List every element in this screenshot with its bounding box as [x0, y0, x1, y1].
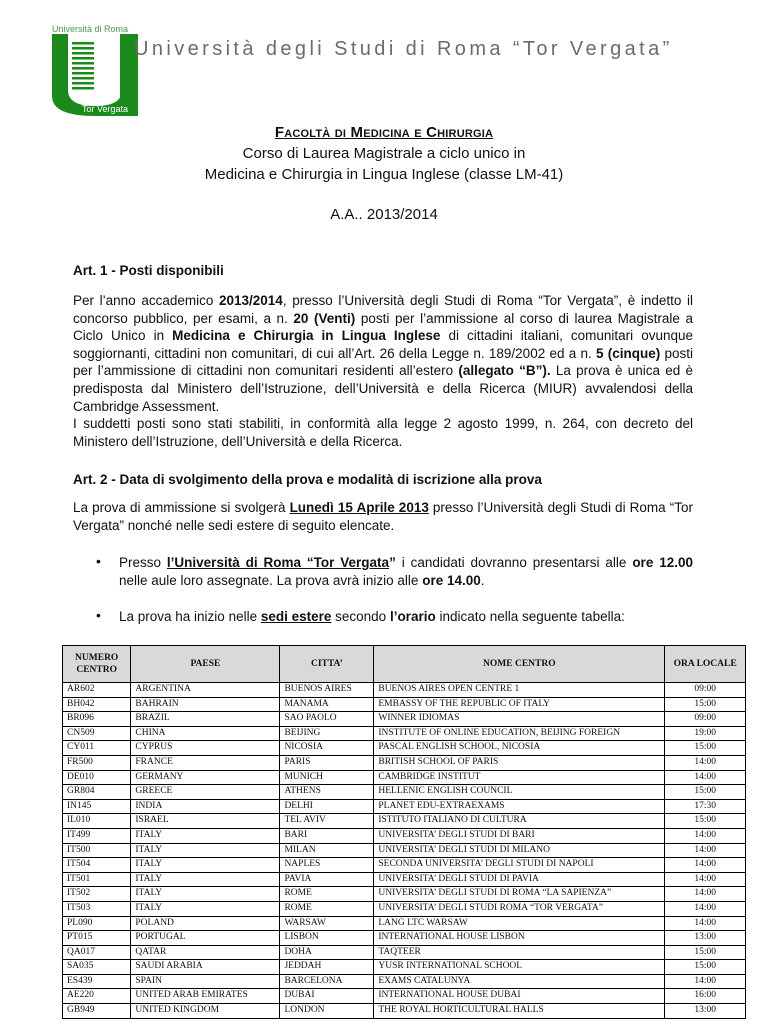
table-row: [63, 974, 746, 989]
cell-ora: 14:00: [665, 828, 746, 843]
table-row: [63, 887, 746, 902]
table-row: [63, 931, 746, 946]
cell-paese: ITALY: [131, 858, 280, 873]
cell-paese: BRAZIL: [131, 712, 280, 727]
table-row: [63, 770, 746, 785]
table-row: [63, 712, 746, 727]
cell-ora: 14:00: [665, 974, 746, 989]
table-row: [63, 916, 746, 931]
academic-year: A.A.. 2013/2014: [330, 206, 438, 223]
cell-ora: 14:00: [665, 901, 746, 916]
art1-paragraph: Per l’anno accademico 2013/2014, presso l’Università degli Studi di Roma “Tor Vergata”, è indetto il concorso pubblico, per esami, a n. 20 (Venti) posti per l’ammissione al corso di laurea Magistrale a Ciclo Unico in Medicina e Chirurgia in Lingua Inglese di cittadini italiani, comunitari ovunque soggiornanti, cittadini non comunitari, di cui all’Art. 26 della Legge n. 189/2002 ed a n. 5 (cinque) posti per l’ammissione di cittadini non comunitari residenti all’estero (allegato “B”). La prova è unica ed è predisposta dal Ministero dell’Istruzione, dell’Università e della Ricerca (MIUR) avvalendosi della Cambridge Assessment. I suddetti posti sono stati stabiliti, in conformità alla legge 2 agosto 1999, n. 264, con decreto del Ministero dell’Istruzione, dell’Università e della Ricerca.: [73, 293, 694, 449]
cell-citta: DUBAI: [280, 989, 374, 1004]
cell-citta: ATHENS: [280, 785, 374, 800]
cell-ora: 09:00: [665, 712, 746, 727]
cell-nome: INSTITUTE OF ONLINE EDUCATION, BEIJING FOREIGN: [374, 726, 665, 741]
cell-numero: AR602: [63, 683, 131, 698]
cell-citta: LISBON: [280, 931, 374, 946]
cell-paese: ISRAEL: [131, 814, 280, 829]
cell-ora: 14:00: [665, 872, 746, 887]
table-row: [63, 785, 746, 800]
cell-numero: FR500: [63, 755, 131, 770]
cell-citta: JEDDAH: [280, 960, 374, 975]
cell-paese: SPAIN: [131, 974, 280, 989]
table-row: [63, 697, 746, 712]
table-row: [63, 843, 746, 858]
cell-paese: ITALY: [131, 872, 280, 887]
cell-citta: BARI: [280, 828, 374, 843]
cell-citta: ROME: [280, 887, 374, 902]
cell-citta: ROME: [280, 901, 374, 916]
cell-citta: BARCELONA: [280, 974, 374, 989]
cell-citta: DELHI: [280, 799, 374, 814]
table-header-row: [63, 646, 746, 683]
cell-paese: PORTUGAL: [131, 931, 280, 946]
university-title: Università degli Studi di Roma “Tor Vergata”: [134, 38, 673, 60]
cell-ora: 16:00: [665, 989, 746, 1004]
cell-paese: CHINA: [131, 726, 280, 741]
cell-citta: WARSAW: [280, 916, 374, 931]
table-row: [63, 901, 746, 916]
table-row: [63, 755, 746, 770]
table-row: [63, 872, 746, 887]
cell-paese: QATAR: [131, 945, 280, 960]
logo-top-text: Università di Roma: [52, 24, 129, 34]
cell-citta: SAO PAOLO: [280, 712, 374, 727]
table-row: [63, 960, 746, 975]
table-row: [63, 858, 746, 873]
cell-numero: CN509: [63, 726, 131, 741]
header-numero-centro: NUMERO CENTRO: [63, 646, 131, 683]
table-row: [63, 741, 746, 756]
cell-numero: BH042: [63, 697, 131, 712]
cell-ora: 17:30: [665, 799, 746, 814]
cell-paese: GERMANY: [131, 770, 280, 785]
university-logo: [52, 24, 138, 116]
cell-paese: GREECE: [131, 785, 280, 800]
cell-paese: UNITED ARAB EMIRATES: [131, 989, 280, 1004]
cell-nome: INTERNATIONAL HOUSE LISBON: [374, 931, 665, 946]
cell-numero: GB949: [63, 1004, 131, 1019]
cell-ora: 14:00: [665, 755, 746, 770]
cell-nome: THE ROYAL HORTICULTURAL HALLS: [374, 1004, 665, 1019]
table-row: [63, 814, 746, 829]
header-nome-centro: NOME CENTRO: [374, 646, 665, 683]
cell-paese: BAHRAIN: [131, 697, 280, 712]
cell-paese: UNITED KINGDOM: [131, 1004, 280, 1019]
cell-citta: MUNICH: [280, 770, 374, 785]
cell-nome: SECONDA UNIVERSITA’ DEGLI STUDI DI NAPOLI: [374, 858, 665, 873]
cell-numero: PL090: [63, 916, 131, 931]
bullet-foreign-sites: La prova ha inizio nelle sedi estere secondo l’orario indicato nella seguente tabella:: [119, 609, 625, 624]
cell-numero: IT503: [63, 901, 131, 916]
cell-nome: BUENOS AIRES OPEN CENTRE 1: [374, 683, 665, 698]
course-title-line2: Medicina e Chirurgia in Lingua Inglese (classe LM-41): [204, 166, 564, 183]
cell-nome: UNIVERSITA’ DEGLI STUDI ROMA “TOR VERGATA”: [374, 901, 665, 916]
cell-numero: ES439: [63, 974, 131, 989]
cell-citta: PAVIA: [280, 872, 374, 887]
exam-centers-table: [62, 645, 746, 1019]
cell-citta: MILAN: [280, 843, 374, 858]
cell-nome: ISTITUTO ITALIANO DI CULTURA: [374, 814, 665, 829]
cell-ora: 13:00: [665, 1004, 746, 1019]
cell-citta: MANAMA: [280, 697, 374, 712]
cell-ora: 15:00: [665, 785, 746, 800]
cell-numero: QA017: [63, 945, 131, 960]
cell-ora: 14:00: [665, 887, 746, 902]
cell-nome: EXAMS CATALUNYA: [374, 974, 665, 989]
header-paese: PAESE: [131, 646, 280, 683]
course-title-line1: Corso di Laurea Magistrale a ciclo unico in: [242, 145, 526, 162]
table-row: [63, 1004, 746, 1019]
table-row: [63, 799, 746, 814]
cell-nome: YUSR INTERNATIONAL SCHOOL: [374, 960, 665, 975]
cell-citta: DOHA: [280, 945, 374, 960]
cell-paese: CYPRUS: [131, 741, 280, 756]
cell-numero: IT504: [63, 858, 131, 873]
cell-nome: BRITISH SCHOOL OF PARIS: [374, 755, 665, 770]
cell-ora: 13:00: [665, 931, 746, 946]
cell-paese: FRANCE: [131, 755, 280, 770]
table-row: [63, 828, 746, 843]
cell-nome: UNIVERSITA’ DEGLI STUDI DI PAVIA: [374, 872, 665, 887]
cell-ora: 09:00: [665, 683, 746, 698]
cell-nome: EMBASSY OF THE REPUBLIC OF ITALY: [374, 697, 665, 712]
cell-nome: WINNER IDIOMAS: [374, 712, 665, 727]
cell-ora: 15:00: [665, 960, 746, 975]
cell-numero: SA035: [63, 960, 131, 975]
cell-paese: ARGENTINA: [131, 683, 280, 698]
cell-citta: BUENOS AIRES: [280, 683, 374, 698]
cell-numero: IN145: [63, 799, 131, 814]
cell-paese: SAUDI ARABIA: [131, 960, 280, 975]
cell-citta: LONDON: [280, 1004, 374, 1019]
cell-nome: PASCAL ENGLISH SCHOOL, NICOSIA: [374, 741, 665, 756]
table-row: [63, 989, 746, 1004]
table-row: [63, 683, 746, 698]
cell-numero: PT015: [63, 931, 131, 946]
cell-numero: AE220: [63, 989, 131, 1004]
cell-nome: UNIVERSITA’ DEGLI STUDI DI MILANO: [374, 843, 665, 858]
cell-ora: 15:00: [665, 814, 746, 829]
cell-nome: LANG LTC WARSAW: [374, 916, 665, 931]
cell-citta: NICOSIA: [280, 741, 374, 756]
cell-nome: UNIVERSITA’ DEGLI STUDI DI ROMA “LA SAPIENZA”: [374, 887, 665, 902]
cell-nome: CAMBRIDGE INSTITUT: [374, 770, 665, 785]
cell-paese: ITALY: [131, 901, 280, 916]
cell-numero: IT502: [63, 887, 131, 902]
cell-nome: UNIVERSITA’ DEGLI STUDI DI BARI: [374, 828, 665, 843]
cell-paese: ITALY: [131, 828, 280, 843]
cell-paese: POLAND: [131, 916, 280, 931]
cell-numero: IT501: [63, 872, 131, 887]
art1-paragraph2: I suddetti posti sono stati stabiliti, in conformità alla legge 2 agosto 1999, n. 264, con decreto del Ministero dell’Istruzione, dell’Università e della Ricerca.: [73, 416, 693, 449]
cell-numero: IT500: [63, 843, 131, 858]
bullet-icon: •: [96, 553, 101, 569]
faculty-title: Facoltà di Medicina e Chirurgia: [274, 124, 494, 141]
logo-bottom-text: Tor Vergata: [82, 104, 129, 114]
cell-citta: PARIS: [280, 755, 374, 770]
art2-title: Art. 2 - Data di svolgimento della prova e modalità di iscrizione alla prova: [73, 472, 542, 487]
cell-paese: ITALY: [131, 887, 280, 902]
table-row: [63, 726, 746, 741]
cell-numero: CY011: [63, 741, 131, 756]
cell-ora: 15:00: [665, 741, 746, 756]
cell-ora: 15:00: [665, 945, 746, 960]
cell-numero: GR804: [63, 785, 131, 800]
cell-ora: 19:00: [665, 726, 746, 741]
cell-numero: BR096: [63, 712, 131, 727]
cell-nome: PLANET EDU-EXTRAEXAMS: [374, 799, 665, 814]
cell-numero: IT499: [63, 828, 131, 843]
cell-nome: INTERNATIONAL HOUSE DUBAI: [374, 989, 665, 1004]
cell-paese: ITALY: [131, 843, 280, 858]
cell-numero: DE010: [63, 770, 131, 785]
cell-numero: IL010: [63, 814, 131, 829]
bullet-tor-vergata: Presso l’Università di Roma “Tor Vergata” i candidati dovranno presentarsi alle ore 12.00 nelle aule loro assegnate. La prova avrà inizio alle ore 14.00.: [119, 555, 693, 588]
cell-ora: 14:00: [665, 858, 746, 873]
cell-citta: NAPLES: [280, 858, 374, 873]
cell-ora: 14:00: [665, 770, 746, 785]
cell-ora: 14:00: [665, 916, 746, 931]
cell-ora: 14:00: [665, 843, 746, 858]
header-ora-locale: ORA LOCALE: [665, 646, 746, 683]
cell-nome: HELLENIC ENGLISH COUNCIL: [374, 785, 665, 800]
cell-paese: INDIA: [131, 799, 280, 814]
art1-title: Art. 1 - Posti disponibili: [73, 263, 224, 278]
cell-nome: TAQTEER: [374, 945, 665, 960]
header-citta: CITTA’: [280, 646, 374, 683]
art2-paragraph: La prova di ammissione si svolgerà Lunedì 15 Aprile 2013 presso l’Università degli Studi di Roma “Tor Vergata” nonché nelle sedi estere di seguito elencate.: [73, 500, 693, 533]
cell-citta: TEL AVIV: [280, 814, 374, 829]
bullet-icon: •: [96, 607, 101, 623]
table-row: [63, 945, 746, 960]
cell-citta: BEIJING: [280, 726, 374, 741]
cell-ora: 15:00: [665, 697, 746, 712]
